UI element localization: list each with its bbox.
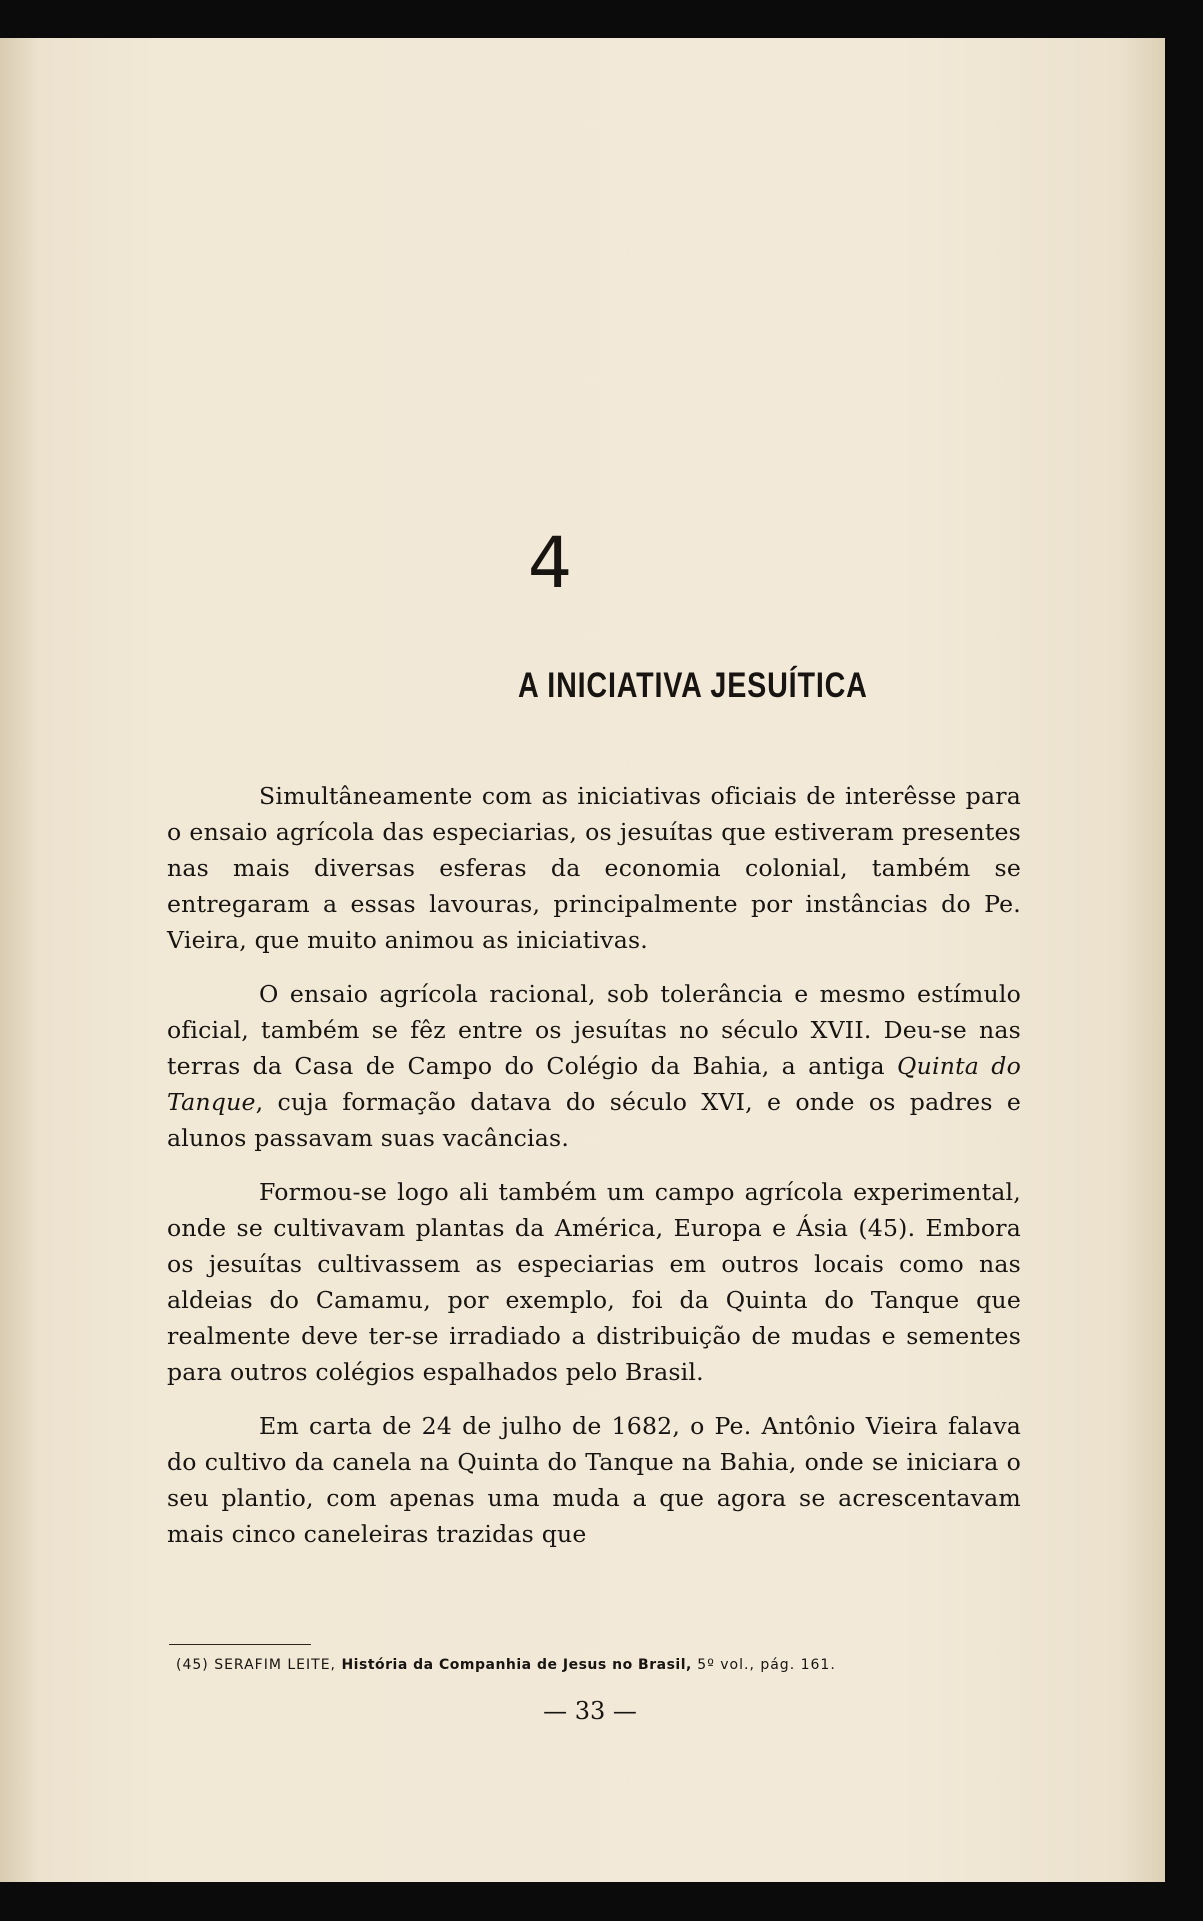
footnote-rest: 5º vol., pág. 161.	[697, 1657, 836, 1673]
footnote-title: História da Companhia de Jesus no Brasil,	[341, 1657, 692, 1673]
footnote-author: SERAFIM LEITE,	[214, 1657, 337, 1673]
footnote	[176, 1654, 1036, 1676]
chapter-title: A INICIATIVA JESUÍTICA	[518, 666, 868, 705]
footnote-rule	[169, 1644, 311, 1645]
book-page	[0, 38, 1165, 1882]
paragraph-2-before: O ensaio agrícola racional, sob tolerância e mesmo estímulo oficial, também se fêz entre os jesuítas no século XVII. Deu-se nas terras da Casa de Campo do Colégio da Bahia, a antiga	[167, 980, 1021, 1080]
page-number: — 33 —	[543, 1697, 637, 1725]
body-text	[167, 778, 1021, 1570]
footnote-marker: (45)	[176, 1657, 209, 1673]
paragraph-1: Simultâneamente com as iniciativas oficiais de interêsse para o ensaio agrícola das especiarias, os jesuítas que estiveram presentes nas mais diversas esferas da economia colonial, também se entregaram a essas lavouras, principalmente por instâncias do Pe. Vieira, que muito animou as iniciativas.	[167, 782, 1021, 954]
chapter-number: 4	[527, 522, 573, 604]
paragraph-2-after: , cuja formação datava do século XVI, e onde os padres e alunos passavam suas vacâncias.	[167, 1088, 1021, 1152]
paragraph-2	[167, 976, 1021, 1156]
paragraph-3: Formou-se logo ali também um campo agrícola experimental, onde se cultivavam plantas da América, Europa e Ásia (45). Embora os jesuítas cultivassem as especiarias em outros locais como nas aldeias do Camamu, por exemplo, foi da Quinta do Tanque que realmente deve ter-se irradiado a distribuição de mudas e sementes para outros colégios espalhados pelo Brasil.	[167, 1178, 1021, 1386]
paragraph-4: Em carta de 24 de julho de 1682, o Pe. Antônio Vieira falava do cultivo da canela na Quinta do Tanque na Bahia, onde se iniciara o seu plantio, com apenas uma muda a que agora se acrescentavam mais cinco caneleiras trazidas que	[167, 1412, 1021, 1548]
paragraph-2-italic-place-name: Quinta do Tanque	[167, 1052, 1022, 1116]
